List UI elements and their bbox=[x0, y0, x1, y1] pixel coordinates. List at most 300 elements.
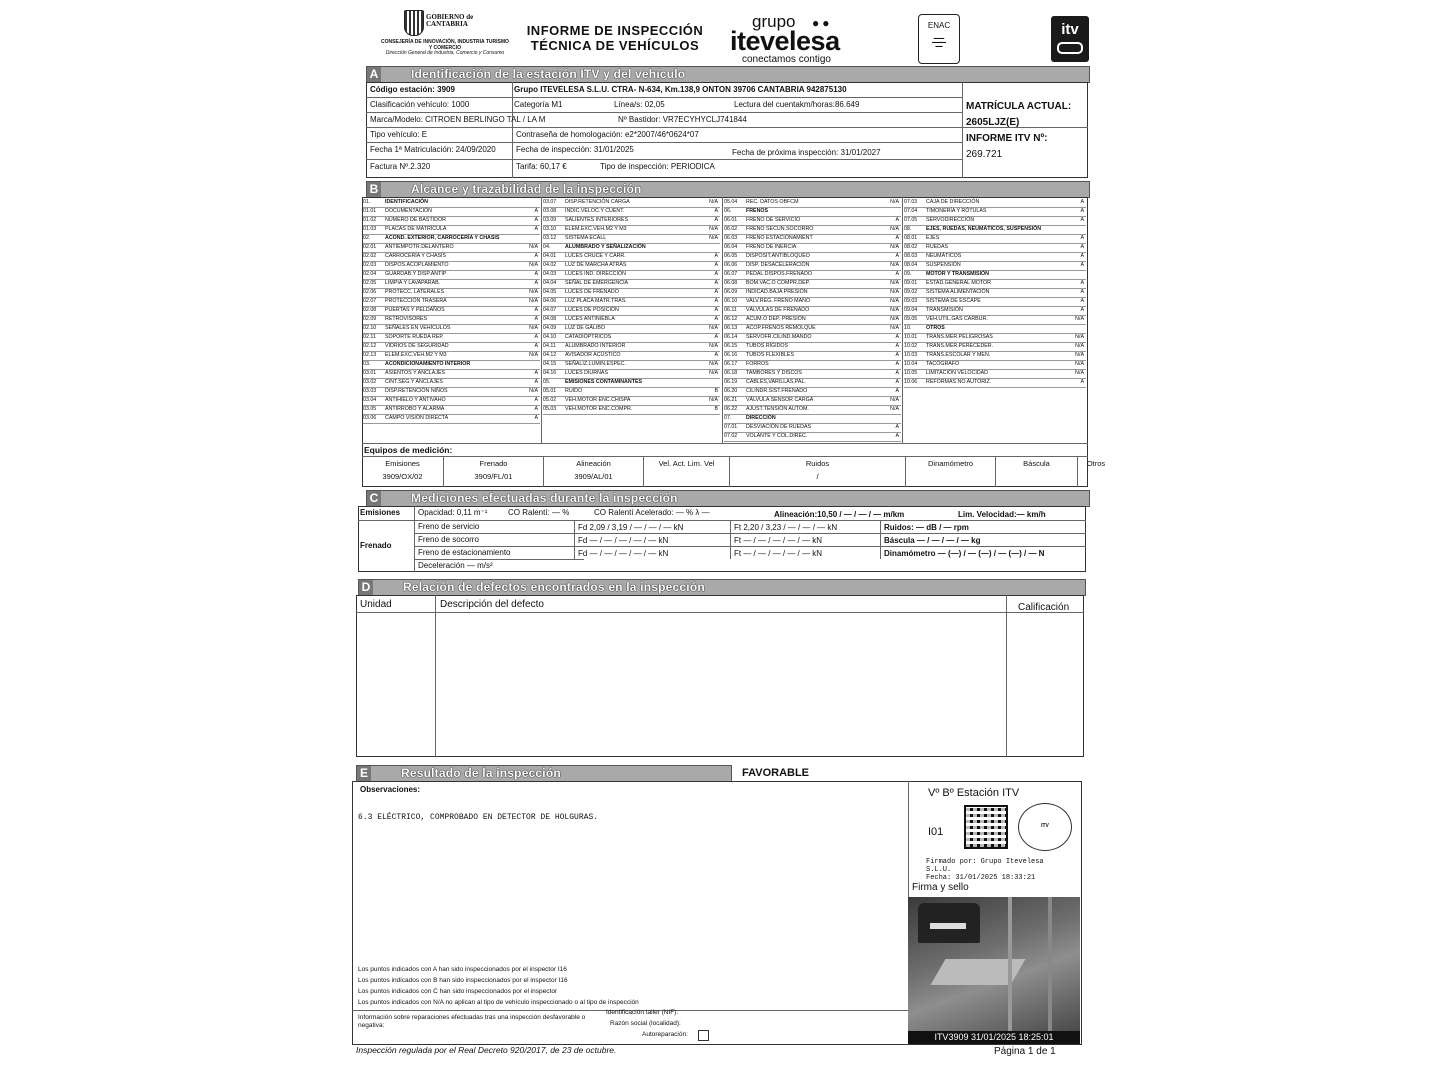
checklist-code: 09.02 bbox=[904, 289, 918, 295]
checklist-code: 06.17 bbox=[724, 361, 738, 367]
section-c-title: Mediciones efectuadas durante la inspección bbox=[411, 491, 678, 505]
checklist-item: LIMPIA Y LAVAPARAB. bbox=[385, 280, 441, 286]
enac-seal-icon: ▬▬▬ ▬▬▬▬ ▬▬ bbox=[932, 36, 946, 48]
checklist-code: 07. bbox=[724, 415, 732, 421]
checklist-item: TRANS.MER.PELIGROSAS bbox=[926, 334, 993, 340]
plate-number: 2605LJZ(E) bbox=[966, 117, 1020, 128]
checklist-result: N/A bbox=[890, 244, 899, 250]
co-idle-value: CO Ralentí: — % bbox=[508, 508, 570, 517]
checklist-result: N/A bbox=[529, 325, 538, 331]
checklist-result: A bbox=[1080, 289, 1084, 295]
page-title bbox=[518, 23, 712, 53]
checklist-code: 04.11 bbox=[543, 343, 556, 349]
dynamometer-value: Dinamómetro — (—) / — (—) / — (—) / — N bbox=[884, 549, 1045, 558]
checklist-item: VEH.MOTOR ENC.CHISPA bbox=[565, 397, 631, 403]
checklist-code: 02.06 bbox=[363, 289, 377, 295]
checklist-item: ASIENTOS Y ANCLAJES bbox=[385, 370, 446, 376]
checklist-result: A bbox=[895, 388, 899, 394]
equipment-value: / bbox=[816, 472, 819, 481]
checklist-code: 09.04 bbox=[904, 307, 918, 313]
checklist-code: 03.02 bbox=[363, 379, 377, 385]
vehicle-type: Tipo vehículo: E bbox=[370, 130, 428, 139]
checklist-result: A bbox=[534, 316, 538, 322]
checklist-item: MOTOR Y TRANSMISIÓN bbox=[926, 271, 989, 277]
checklist-result: A bbox=[714, 280, 718, 286]
checklist-result: A bbox=[1080, 298, 1084, 304]
checklist-code: 03.01 bbox=[363, 370, 377, 376]
checklist-code: 02.13 bbox=[363, 352, 377, 358]
workshop-name-label: Razón social (localidad): bbox=[610, 1020, 681, 1027]
section-b-header bbox=[366, 181, 1090, 198]
signed-by: Firmado por: Grupo Itevelesa S.L.U. bbox=[926, 858, 1044, 874]
checklist-result: A bbox=[1080, 208, 1084, 214]
observations-label: Observaciones: bbox=[360, 785, 421, 794]
checklist-result: A bbox=[895, 271, 899, 277]
make-model: Marca/Modelo: CITROEN BERLINGO TAL / LA M bbox=[370, 115, 546, 124]
checklist-result: N/A bbox=[529, 298, 538, 304]
checklist-result: A bbox=[1080, 307, 1084, 313]
checklist-item: CILINDR.SIST.FRENADO bbox=[746, 388, 808, 394]
checklist-row bbox=[363, 414, 540, 424]
station-address: Grupo ITEVELESA S.L.U. CTRA- N-634, Km.138,9 ONTON 39706 CANTABRIA 942875130 bbox=[514, 85, 847, 94]
checklist-result: N/A bbox=[709, 361, 718, 367]
section-a-header bbox=[366, 66, 1090, 83]
checklist-item: CARROCERÍA Y CHASIS bbox=[385, 253, 447, 259]
checklist-code: 06.13 bbox=[724, 325, 738, 331]
checklist-code: 06.05 bbox=[724, 253, 738, 259]
checklist-item: RETROVISORES bbox=[385, 316, 428, 322]
equipment-label: Ruidos bbox=[805, 459, 830, 468]
signature-label: Firma y sello bbox=[912, 882, 969, 893]
checklist-item: TUBOS RÍGIDOS bbox=[746, 343, 789, 349]
checklist-code: 06.16 bbox=[724, 352, 738, 358]
checklist-item: SEÑAL DE EMERGENCIA bbox=[565, 280, 629, 286]
itv-logo-text: itv bbox=[1061, 21, 1079, 38]
checklist-result: A bbox=[1080, 379, 1084, 385]
checklist-code: 05. bbox=[543, 379, 551, 385]
section-a-letter: A bbox=[367, 67, 381, 82]
checklist-result: A bbox=[895, 235, 899, 241]
itv-logo bbox=[1051, 16, 1089, 62]
checklist-item: LUCES IND. DIRECCIÓN bbox=[565, 271, 626, 277]
checklist-item: ANTIEMPOTR.DELANTERO bbox=[385, 244, 454, 250]
checklist-item: SOPORTE RUEDA REP. bbox=[385, 334, 444, 340]
section-e-title: Resultado de la inspección bbox=[401, 766, 561, 780]
emergency-brake-label: Freno de socorro bbox=[418, 535, 479, 544]
checklist-result: N/A bbox=[1075, 370, 1084, 376]
checklist-result: A bbox=[534, 307, 538, 313]
checklist-result: A bbox=[534, 226, 538, 232]
page-number: Página 1 de 1 bbox=[994, 1046, 1056, 1057]
coat-of-arms-icon bbox=[404, 10, 424, 36]
checklist-item: ELEM.EXC.VEH.M2 Y M3 bbox=[565, 226, 627, 232]
brand-name: itevelesa bbox=[730, 26, 840, 56]
regulation-note: Inspección regulada por el Real Decreto 920/2017, de 23 de octubre. bbox=[356, 1045, 617, 1055]
vehicle-photo bbox=[908, 897, 1080, 1031]
emergency-brake-ft: Ft — / — / — / — / — kN bbox=[734, 536, 823, 545]
odometer-reading: Lectura del cuentakm/horas:86.649 bbox=[734, 100, 860, 109]
checklist-code: 06.19 bbox=[724, 379, 738, 385]
checklist-code: 07.02 bbox=[724, 433, 738, 439]
checklist-result: N/A bbox=[1075, 334, 1084, 340]
equipment-cell bbox=[362, 457, 444, 487]
plate-label: MATRÍCULA ACTUAL: bbox=[966, 101, 1072, 112]
emergency-brake-fd: Fd — / — / — / — / — kN bbox=[578, 536, 669, 545]
points-c-note: Los puntos indicados con C han sido inspeccionados por el inspector bbox=[358, 988, 558, 995]
parking-brake-label: Freno de estacionamiento bbox=[418, 548, 511, 557]
checklist-result: A bbox=[895, 334, 899, 340]
checklist-result: A bbox=[534, 406, 538, 412]
checklist-item: FRENO DE SERVICIO bbox=[746, 217, 801, 223]
checklist-code: 03.08 bbox=[543, 208, 557, 214]
checklist-item: RUIDO bbox=[565, 388, 583, 394]
checklist-result: A bbox=[714, 307, 718, 313]
section-a-title: Identificación de la estación ITV y del vehículo bbox=[411, 67, 686, 81]
section-d-title: Relación de defectos encontrados en la inspección bbox=[403, 580, 705, 594]
checklist-item: ESTAD.GENERAL MOTOR bbox=[926, 280, 991, 286]
checklist-result: N/A bbox=[890, 226, 899, 232]
checklist-item: TRANSMISIÓN bbox=[926, 307, 963, 313]
equipment-row bbox=[362, 457, 1106, 487]
equipment-cell bbox=[1078, 457, 1114, 487]
checklist-item: OTROS bbox=[926, 325, 945, 331]
inspection-date: Fecha de inspección: 31/01/2025 bbox=[516, 145, 634, 154]
checklist-item: CAJA DE DIRECCIÓN bbox=[926, 199, 980, 205]
checklist-code: 04.16 bbox=[543, 370, 557, 376]
section-b-title: Alcance y trazabilidad de la inspección bbox=[411, 182, 642, 196]
equipment-label: Vel. Act. Lim. Vel bbox=[658, 459, 715, 468]
equipment-label: Alineación bbox=[576, 459, 611, 468]
checklist-row bbox=[543, 405, 720, 415]
checklist-item: LUCES DE FRENADO bbox=[565, 289, 619, 295]
checklist-result: A bbox=[534, 253, 538, 259]
scale-value: Báscula — / — / — / — kg bbox=[884, 536, 981, 545]
checklist-item: SERVOFR.CILIND.MANDO bbox=[746, 334, 812, 340]
station-stamp-icon: ITV bbox=[1018, 803, 1072, 851]
checklist-code: 04.08 bbox=[543, 316, 557, 322]
vin-number: Nº Bastidor: VR7ECYHYCLJ741844 bbox=[618, 115, 747, 124]
checklist-code: 06.09 bbox=[724, 289, 738, 295]
points-a-note: Los puntos indicados con A han sido inspeccionados por el inspector I16 bbox=[358, 966, 567, 973]
checklist-item: ANTIRROBO Y ALARMA bbox=[385, 406, 445, 412]
checklist-code: 06.15 bbox=[724, 343, 738, 349]
checklist-code: 06.08 bbox=[724, 280, 738, 286]
equipment-label: Frenado bbox=[479, 459, 508, 468]
checklist-item: RUEDAS bbox=[926, 244, 949, 250]
checklist-code: 08.03 bbox=[904, 253, 918, 259]
section-c-header bbox=[366, 490, 1090, 507]
checklist-result: N/A bbox=[529, 352, 538, 358]
emissions-label: Emisiones bbox=[360, 508, 401, 517]
parking-brake-ft: Ft — / — / — / — / — kN bbox=[734, 549, 823, 558]
checklist-result: A bbox=[1080, 244, 1084, 250]
checklist-result: N/A bbox=[890, 406, 899, 412]
checklist-result: A bbox=[1080, 280, 1084, 286]
photo-caption: ITV3909 31/01/2025 18:25:01 bbox=[908, 1031, 1080, 1044]
checklist-code: 04.09 bbox=[543, 325, 557, 331]
checklist-result: B bbox=[714, 406, 718, 412]
section-e-header bbox=[356, 765, 732, 782]
checklist-item: DESVIACIÓN DE RUEDAS bbox=[746, 424, 812, 430]
checklist-result: N/A bbox=[709, 199, 718, 205]
checklist-result: A bbox=[534, 370, 538, 376]
checklist-item: PROTECCIÓN TRASERA bbox=[385, 298, 447, 304]
equipment-value: 3909/AL/01 bbox=[574, 472, 613, 481]
checklist-code: 09.03 bbox=[904, 298, 918, 304]
equipment-label: Otros bbox=[1086, 459, 1106, 468]
checklist-code: 10. bbox=[904, 325, 912, 331]
checklist-code: 03.10 bbox=[543, 226, 557, 232]
checklist-item: ANTIHIELO Y ANTIVAHO bbox=[385, 397, 446, 403]
checklist-code: 10.06 bbox=[904, 379, 918, 385]
checklist-item: INDICAD.BAJA PRESIÓN bbox=[746, 289, 808, 295]
checklist-item: REFORMAS NO AUTORIZ. bbox=[926, 379, 992, 385]
checklist-item: DISP. DESACELERACIÓN bbox=[746, 262, 810, 268]
checklist-code: 02.11 bbox=[363, 334, 376, 340]
equipment-cell bbox=[730, 457, 906, 487]
checklist-code: 02.05 bbox=[363, 280, 377, 286]
parking-brake-fd: Fd — / — / — / — / — kN bbox=[578, 549, 669, 558]
checklist-code: 01. bbox=[363, 199, 371, 205]
checklist-code: 10.04 bbox=[904, 361, 918, 367]
checklist-item: VEH.MOTOR ENC.COMPR. bbox=[565, 406, 633, 412]
checklist-item: CABLES,VARILLAS,PAL. bbox=[746, 379, 806, 385]
checklist-code: 03.12 bbox=[543, 235, 557, 241]
checklist-item: TRANS.ESCOLAR Y MEN. bbox=[926, 352, 991, 358]
checklist-item: FORROS bbox=[746, 361, 769, 367]
checklist-result: A bbox=[534, 415, 538, 421]
checklist-result: A bbox=[714, 334, 718, 340]
checklist-result: A bbox=[714, 208, 718, 214]
checklist-result: A bbox=[1080, 262, 1084, 268]
checklist-item: BOM.VAC.O COMPR.DEP. bbox=[746, 280, 810, 286]
checklist-result: N/A bbox=[890, 262, 899, 268]
checklist-item: SALIENTES INTERIORES bbox=[565, 217, 628, 223]
checklist-result: A bbox=[714, 316, 718, 322]
checklist-result: A bbox=[714, 298, 718, 304]
equipment-label: Emisiones bbox=[385, 459, 420, 468]
checklist-item: DIRECCIÓN bbox=[746, 415, 776, 421]
checklist-code: 06.14 bbox=[724, 334, 738, 340]
workshop-id-label: Identificación taller (NIF): bbox=[606, 1009, 679, 1016]
checklist-code: 06.03 bbox=[724, 235, 738, 241]
checklist-code: 10.05 bbox=[904, 370, 918, 376]
gov-department bbox=[380, 40, 510, 57]
checklist-code: 05.01 bbox=[543, 388, 557, 394]
station-code: Código estación: 3909 bbox=[370, 85, 455, 94]
checklist-result: A bbox=[714, 262, 718, 268]
checklist-result: A bbox=[895, 379, 899, 385]
checklist-result: A bbox=[714, 253, 718, 259]
checklist-code: 06.06 bbox=[724, 262, 738, 268]
checklist-item: TIMONERÍA Y RÓTULAS bbox=[926, 208, 987, 214]
checklist-item: PEDAL DISPOS.FRENADO bbox=[746, 271, 813, 277]
checklist-item: PLACAS DE MATRÍCULA bbox=[385, 226, 447, 232]
invoice-number: Factura Nº.2.320 bbox=[370, 162, 431, 171]
checklist-code: 05.02 bbox=[543, 397, 557, 403]
service-brake-label: Freno de servicio bbox=[418, 522, 480, 531]
checklist-result: A bbox=[895, 361, 899, 367]
checklist-code: 07.01 bbox=[724, 424, 738, 430]
checklist-code: 02.01 bbox=[363, 244, 377, 250]
braking-label: Frenado bbox=[360, 541, 392, 550]
checklist-item: TRANS.MER.PERECEDER. bbox=[926, 343, 994, 349]
checklist-code: 02.03 bbox=[363, 262, 377, 268]
checklist-code: 02.08 bbox=[363, 307, 377, 313]
checklist-item: LUCES CRUCE Y CARR. bbox=[565, 253, 626, 259]
checklist-result: N/A bbox=[890, 199, 899, 205]
checklist-result: N/A bbox=[890, 307, 899, 313]
checklist-item: FRENO SECUN.SOCORRO bbox=[746, 226, 814, 232]
equipment-cell bbox=[444, 457, 544, 487]
checklist-item: VOLANTE Y COL.DIREC. bbox=[746, 433, 808, 439]
equipment-value: 3909/OX/02 bbox=[382, 472, 423, 481]
checklist-result: N/A bbox=[709, 235, 718, 241]
checklist-code: 04.02 bbox=[543, 262, 557, 268]
checklist-result: A bbox=[534, 343, 538, 349]
title-line-2: TÉCNICA DE VEHÍCULOS bbox=[530, 38, 700, 53]
checklist-code: 06.12 bbox=[724, 316, 738, 322]
brand-logo bbox=[730, 12, 860, 68]
checklist-code: 02.09 bbox=[363, 316, 377, 322]
checklist-item: LUZ DE MARCHA ATRÁS bbox=[565, 262, 627, 268]
section-e-letter: E bbox=[357, 766, 371, 781]
checklist-code: 06.20 bbox=[724, 388, 738, 394]
checklist-code: 04.03 bbox=[543, 271, 557, 277]
checklist-result: N/A bbox=[890, 298, 899, 304]
self-repair-checkbox[interactable] bbox=[698, 1030, 709, 1041]
checklist-result: N/A bbox=[890, 325, 899, 331]
checklist-code: 08.04 bbox=[904, 262, 918, 268]
deceleration-value: Deceleración — m/s² bbox=[418, 561, 493, 570]
checklist-result: N/A bbox=[890, 397, 899, 403]
checklist-result: A bbox=[534, 280, 538, 286]
checklist-code: 06.11 bbox=[724, 307, 737, 313]
equipment-label: Dinamómetro bbox=[927, 459, 973, 468]
checklist-code: 03.06 bbox=[363, 415, 377, 421]
checklist-code: 03.05 bbox=[363, 406, 377, 412]
checklist-item: TUBOS FLEXIBLES bbox=[746, 352, 794, 358]
checklist-result: N/A bbox=[709, 343, 718, 349]
checklist-item: VÁLVULA SENSOR CARGA bbox=[746, 397, 814, 403]
checklist-item: VALV.REG. FRENO MANO bbox=[746, 298, 811, 304]
checklist-item: SISTEMA ECALL bbox=[565, 235, 607, 241]
next-inspection-date: Fecha de próxima inspección: 31/01/2027 bbox=[732, 148, 881, 157]
equipment-cell bbox=[644, 457, 730, 487]
observations-text: 6.3 ELÉCTRICO, COMPROBADO EN DETECTOR DE HOLGURAS. bbox=[358, 813, 599, 822]
checklist-result: N/A bbox=[709, 226, 718, 232]
checklist-code: 06.10 bbox=[724, 298, 738, 304]
alignment-value: Alineación:10,50 / — / — / — m/km bbox=[774, 510, 905, 519]
inspector-code: I01 bbox=[928, 826, 944, 838]
checklist-result: A bbox=[714, 352, 718, 358]
signature-date: Fecha: 31/01/2025 18:33:21 bbox=[926, 874, 1036, 882]
checklist-code: 04. bbox=[543, 244, 551, 250]
checklist-item: ACUM.O DEP. PRESIÓN bbox=[746, 316, 806, 322]
checklist-code: 04.10 bbox=[543, 334, 557, 340]
inspection-result: FAVORABLE bbox=[742, 767, 810, 779]
checklist-result: A bbox=[534, 379, 538, 385]
checklist-code: 06.07 bbox=[724, 271, 738, 277]
inspection-lines: Línea/s: 02,05 bbox=[614, 100, 665, 109]
checklist-code: 01.02 bbox=[363, 217, 377, 223]
checklist-item: SUSPENSIÓN bbox=[926, 262, 961, 268]
checklist-code: 02.10 bbox=[363, 325, 377, 331]
checklist-result: A bbox=[1080, 217, 1084, 223]
checklist-code: 10.02 bbox=[904, 343, 918, 349]
enac-badge bbox=[918, 14, 960, 64]
checklist-result: A bbox=[895, 343, 899, 349]
checklist-code: 08.02 bbox=[904, 244, 918, 250]
checklist-item: CAMPO VISIÓN DIRECTA bbox=[385, 415, 449, 421]
checklist-result: N/A bbox=[890, 316, 899, 322]
checklist-result: A bbox=[714, 271, 718, 277]
checklist-item: REC. DATOS OBFCM bbox=[746, 199, 799, 205]
defects-table bbox=[356, 595, 1084, 757]
points-na-note: Los puntos indicados con N/A no aplican al tipo de vehículo inspeccionado o al tipo de inspección bbox=[358, 999, 639, 1006]
checklist-item: ALUMBRADO Y SEÑALIZACIÓN bbox=[565, 244, 646, 250]
equipment-label: Báscula bbox=[1023, 459, 1050, 468]
registration-date: Fecha 1ª Matriculación: 24/09/2020 bbox=[370, 145, 496, 154]
checklist-code: 03.07 bbox=[543, 199, 557, 205]
checklist-item: SERVODIRECCIÓN bbox=[926, 217, 975, 223]
equipment-cell bbox=[544, 457, 644, 487]
checklist-item: SISTEMA DE ESCAPE bbox=[926, 298, 981, 304]
checklist-result: A bbox=[1080, 253, 1084, 259]
service-brake-fd: Fd 2,09 / 3,19 / — / — / — kN bbox=[578, 523, 684, 532]
checklist-item: EJES, RUEDAS, NEUMÁTICOS, SUSPENSIÓN bbox=[926, 226, 1042, 232]
checklist-item: VEH.UTIL.GAS CARBUR. bbox=[926, 316, 988, 322]
defects-description-header: Descripción del defecto bbox=[440, 599, 544, 610]
checklist-code: 10.03 bbox=[904, 352, 918, 358]
checklist-code: 10.01 bbox=[904, 334, 918, 340]
checklist-code: 04.12 bbox=[543, 352, 557, 358]
checklist-item: EJES bbox=[926, 235, 940, 241]
checklist-code: 02.12 bbox=[363, 343, 377, 349]
checklist-result: N/A bbox=[890, 289, 899, 295]
checklist-item: FRENOS bbox=[746, 208, 769, 214]
defects-rating-header: Calificación bbox=[1018, 602, 1070, 613]
checklist-code: 03.09 bbox=[543, 217, 557, 223]
checklist-result: N/A bbox=[529, 262, 538, 268]
checklist-item: LUZ PLACA MATR.TRAS. bbox=[565, 298, 627, 304]
section-d-letter: D bbox=[359, 580, 373, 595]
checklist-code: 08. bbox=[904, 226, 912, 232]
station-approval-label: Vº Bº Estación ITV bbox=[928, 787, 1020, 799]
self-repair-label: Autoreparación: bbox=[642, 1031, 688, 1038]
checklist-item: ALUMBRADO INTERIOR bbox=[565, 343, 626, 349]
checklist-result: N/A bbox=[709, 397, 718, 403]
checklist-code: 06.02 bbox=[724, 226, 738, 232]
checklist-item: IDENTIFICACIÓN bbox=[385, 199, 428, 205]
checklist-code: 06.22 bbox=[724, 406, 738, 412]
checklist-item: AVISADOR ACÚSTICO bbox=[565, 352, 621, 358]
checklist-code: 07.05 bbox=[904, 217, 918, 223]
checklist-result: N/A bbox=[529, 244, 538, 250]
checklist-item: ACOP.FRENOS REMOLQUE bbox=[746, 325, 816, 331]
checklist-result: A bbox=[714, 217, 718, 223]
checklist-code: 06.21 bbox=[724, 397, 738, 403]
fee-amount: Tarifa: 60,17 € bbox=[516, 162, 567, 171]
checklist-result: A bbox=[895, 352, 899, 358]
checklist-item: LUCES ANTINIEBLA bbox=[565, 316, 615, 322]
checklist-item: FRENO ESTACIONAMIENT bbox=[746, 235, 813, 241]
checklist-code: 02.04 bbox=[363, 271, 377, 277]
checklist-item: INDIC.VELOC.Y CUENT. bbox=[565, 208, 625, 214]
checklist-result: N/A bbox=[1075, 361, 1084, 367]
checklist-code: 06.04 bbox=[724, 244, 738, 250]
checklist-item: GUARDAB.Y DISP.ANTIP bbox=[385, 271, 447, 277]
